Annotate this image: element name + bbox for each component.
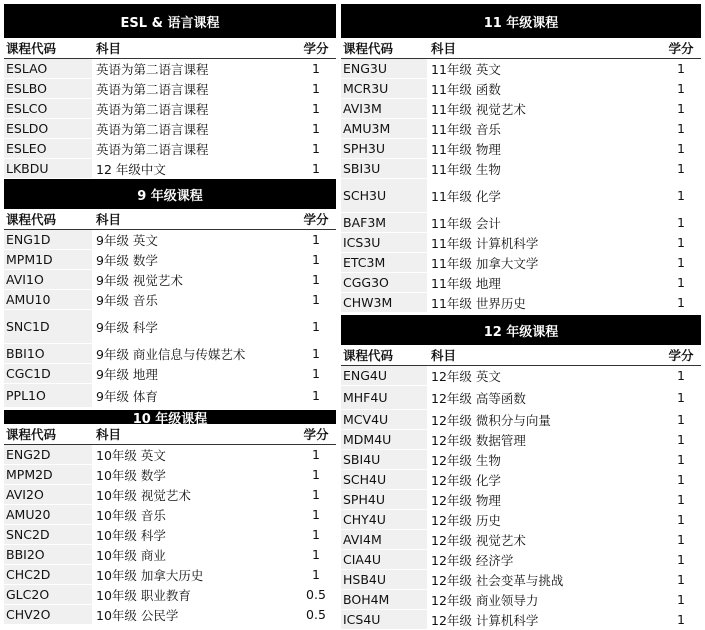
course-credit: 1 <box>677 512 685 527</box>
course-credit: 1 <box>677 101 685 116</box>
table-row <box>341 590 701 610</box>
table-row <box>341 610 701 630</box>
rows-esl <box>4 59 336 179</box>
course-code: MHF4U <box>341 386 427 409</box>
table-row <box>341 159 701 179</box>
course-code: CHC2D <box>4 565 92 584</box>
table-row <box>341 570 701 590</box>
course-code: GLC2O <box>4 585 92 604</box>
course-code: SCH3U <box>341 179 427 212</box>
course-subject: 9年级 地理 <box>96 366 158 382</box>
table-row <box>4 59 336 79</box>
course-subject: 英语为第二语言课程 <box>96 141 209 157</box>
header-code: 课程代码 <box>6 41 57 56</box>
course-credit: 1 <box>312 388 320 403</box>
course-code: LKBDU <box>4 159 92 178</box>
course-credit: 1 <box>312 292 320 307</box>
course-code: MDM4U <box>341 430 427 449</box>
course-subject: 12年级 生物 <box>431 452 501 468</box>
table-row <box>341 233 701 253</box>
course-subject: 12年级 社会变革与挑战 <box>431 572 564 588</box>
header-credit: 学分 <box>303 212 329 227</box>
course-code: AVI3M <box>341 99 427 118</box>
course-subject: 10年级 视觉艺术 <box>96 487 191 503</box>
course-code: ETC3M <box>341 253 427 272</box>
course-code: MPM2D <box>4 465 92 484</box>
course-credit: 1 <box>677 255 685 270</box>
table-row <box>341 79 701 99</box>
course-code: ENG4U <box>341 366 427 385</box>
course-credit: 1 <box>312 567 320 582</box>
rows-g10 <box>4 445 336 625</box>
course-subject: 11年级 函数 <box>431 81 501 97</box>
course-credit: 1 <box>677 572 685 587</box>
course-code: BOH4M <box>341 590 427 609</box>
course-subject: 9年级 数学 <box>96 252 158 268</box>
course-subject: 10年级 加拿大历史 <box>96 567 204 583</box>
course-subject: 11年级 生物 <box>431 161 501 177</box>
course-subject: 10年级 商业 <box>96 547 166 563</box>
course-credit: 1 <box>312 232 320 247</box>
table-row <box>4 505 336 525</box>
section-title-g11: 11 年级课程 <box>341 4 701 38</box>
course-subject: 9年级 英文 <box>96 232 158 248</box>
table-row <box>4 384 336 408</box>
course-code: SBI3U <box>341 159 427 178</box>
course-code: CHY4U <box>341 510 427 529</box>
table-row <box>341 470 701 490</box>
course-subject: 12年级 英文 <box>431 368 501 384</box>
section-title-esl: ESL & 语言课程 <box>4 4 336 38</box>
table-row <box>341 386 701 410</box>
header-subject: 科目 <box>431 348 457 363</box>
course-subject: 11年级 世界历史 <box>431 295 526 311</box>
course-subject: 12年级 高等函数 <box>431 390 526 406</box>
course-code: AVI1O <box>4 270 92 289</box>
table-row <box>4 99 336 119</box>
course-code: ENG1D <box>4 230 92 249</box>
course-code: ESLCO <box>4 99 92 118</box>
course-credit: 1 <box>312 547 320 562</box>
table-row <box>4 270 336 290</box>
course-credit: 0.5 <box>306 587 326 602</box>
course-subject: 9年级 音乐 <box>96 292 158 308</box>
course-credit: 0.5 <box>306 607 326 622</box>
header-code: 课程代码 <box>6 212 57 227</box>
course-code: CIA4U <box>341 550 427 569</box>
course-credit: 1 <box>312 467 320 482</box>
rows-g11 <box>341 59 701 313</box>
course-subject: 9年级 视觉艺术 <box>96 272 183 288</box>
course-credit: 1 <box>677 452 685 467</box>
course-credit: 1 <box>312 121 320 136</box>
course-credit: 1 <box>312 101 320 116</box>
rows-g12 <box>341 366 701 630</box>
course-subject: 11年级 地理 <box>431 275 501 291</box>
table-row <box>4 605 336 625</box>
course-subject: 12年级 物理 <box>431 492 501 508</box>
table-row <box>341 366 701 386</box>
header-credit: 学分 <box>303 427 329 442</box>
course-code: ESLAO <box>4 59 92 78</box>
section-title-g10: 10 年级课程 <box>4 410 336 424</box>
table-row <box>4 445 336 465</box>
table-row <box>4 465 336 485</box>
course-code: ICS4U <box>341 610 427 629</box>
course-code: MCR3U <box>341 79 427 98</box>
course-credit: 1 <box>312 319 320 334</box>
course-subject: 10年级 音乐 <box>96 507 166 523</box>
table-row <box>341 99 701 119</box>
course-subject: 12年级 经济学 <box>431 552 514 568</box>
course-code: ESLDO <box>4 119 92 138</box>
header-credit: 学分 <box>668 41 694 56</box>
table-row <box>341 410 701 430</box>
course-credit: 1 <box>677 215 685 230</box>
table-row <box>4 79 336 99</box>
course-code: SPH4U <box>341 490 427 509</box>
course-credit: 1 <box>677 141 685 156</box>
course-subject: 12年级 微积分与向量 <box>431 412 551 428</box>
course-code: MPM1D <box>4 250 92 269</box>
course-code: HSB4U <box>341 570 427 589</box>
course-credit: 1 <box>312 507 320 522</box>
course-credit: 1 <box>677 412 685 427</box>
course-credit: 1 <box>312 141 320 156</box>
header-code: 课程代码 <box>343 41 394 56</box>
course-subject: 英语为第二语言课程 <box>96 101 209 117</box>
course-code: SNC2D <box>4 525 92 544</box>
table-row <box>4 139 336 159</box>
table-row <box>341 213 701 233</box>
table-row <box>4 310 336 344</box>
course-subject: 11年级 加拿大文学 <box>431 255 539 271</box>
course-subject: 11年级 物理 <box>431 141 501 157</box>
course-subject: 11年级 英文 <box>431 61 501 77</box>
header-subject: 科目 <box>96 41 122 56</box>
header-subject: 科目 <box>431 41 457 56</box>
table-row <box>4 159 336 179</box>
table-row <box>341 510 701 530</box>
course-credit: 1 <box>677 492 685 507</box>
course-credit: 1 <box>312 447 320 462</box>
course-code: CGC1D <box>4 364 92 383</box>
course-subject: 11年级 会计 <box>431 215 501 231</box>
section-title-g9: 9 年级课程 <box>4 179 336 209</box>
course-code: AMU20 <box>4 505 92 524</box>
table-row <box>341 179 701 213</box>
course-credit: 1 <box>677 432 685 447</box>
course-subject: 12年级 化学 <box>431 472 501 488</box>
table-row <box>341 119 701 139</box>
course-credit: 1 <box>312 272 320 287</box>
course-subject: 11年级 化学 <box>431 188 501 204</box>
table-row <box>341 59 701 79</box>
course-subject: 9年级 商业信息与传媒艺术 <box>96 346 246 362</box>
header-credit: 学分 <box>303 41 329 56</box>
course-code: AVI4M <box>341 530 427 549</box>
course-subject: 10年级 科学 <box>96 527 166 543</box>
table-row <box>341 450 701 470</box>
course-code: AMU10 <box>4 290 92 309</box>
table-row <box>4 565 336 585</box>
course-subject: 12年级 计算机科学 <box>431 612 539 628</box>
header-subject: 科目 <box>96 427 122 442</box>
left-column <box>4 4 336 625</box>
course-credit: 1 <box>677 592 685 607</box>
course-credit: 1 <box>677 612 685 627</box>
table-header-g11 <box>341 38 701 59</box>
course-credit: 1 <box>312 252 320 267</box>
course-credit: 1 <box>677 532 685 547</box>
header-code: 课程代码 <box>343 348 394 363</box>
course-subject: 10年级 职业教育 <box>96 587 191 603</box>
course-credit: 1 <box>677 121 685 136</box>
course-code: SPH3U <box>341 139 427 158</box>
course-credit: 1 <box>312 161 320 176</box>
course-code: ICS3U <box>341 233 427 252</box>
course-code: SNC1D <box>4 310 92 343</box>
rows-g9 <box>4 230 336 408</box>
course-code: PPL1O <box>4 384 92 407</box>
course-credit: 1 <box>677 472 685 487</box>
header-credit: 学分 <box>668 348 694 363</box>
course-credit: 1 <box>677 368 685 383</box>
course-code: MCV4U <box>341 410 427 429</box>
table-row <box>341 293 701 313</box>
course-credit: 1 <box>677 390 685 405</box>
course-credit: 1 <box>312 527 320 542</box>
course-code: CHW3M <box>341 293 427 312</box>
course-credit: 1 <box>312 81 320 96</box>
header-subject: 科目 <box>96 212 122 227</box>
course-code: CGG3O <box>341 273 427 292</box>
course-code: ENG3U <box>341 59 427 78</box>
table-header-g12 <box>341 345 701 366</box>
table-row <box>341 530 701 550</box>
course-subject: 英语为第二语言课程 <box>96 121 209 137</box>
course-subject: 11年级 视觉艺术 <box>431 101 526 117</box>
course-subject: 10年级 公民学 <box>96 607 179 623</box>
header-code: 课程代码 <box>6 427 57 442</box>
course-credit: 1 <box>312 346 320 361</box>
table-row <box>341 139 701 159</box>
table-row <box>341 273 701 293</box>
course-credit: 1 <box>677 81 685 96</box>
course-subject: 11年级 音乐 <box>431 121 501 137</box>
course-subject: 12年级 历史 <box>431 512 501 528</box>
course-credit: 1 <box>677 295 685 310</box>
course-credit: 1 <box>677 235 685 250</box>
table-header-g10 <box>4 424 336 445</box>
course-credit: 1 <box>312 61 320 76</box>
course-code: CHV2O <box>4 605 92 624</box>
course-credit: 1 <box>677 161 685 176</box>
course-subject: 12年级 数据管理 <box>431 432 526 448</box>
course-code: ENG2D <box>4 445 92 464</box>
course-code: ESLEO <box>4 139 92 158</box>
table-row <box>4 525 336 545</box>
course-code: BAF3M <box>341 213 427 232</box>
course-code: SBI4U <box>341 450 427 469</box>
table-row <box>4 585 336 605</box>
course-credit: 1 <box>677 188 685 203</box>
course-subject: 12年级 商业领导力 <box>431 592 539 608</box>
course-code: ESLBO <box>4 79 92 98</box>
course-subject: 11年级 计算机科学 <box>431 235 539 251</box>
course-subject: 10年级 英文 <box>96 447 166 463</box>
right-column <box>341 4 701 630</box>
course-code: BBI1O <box>4 344 92 363</box>
course-subject: 10年级 数学 <box>96 467 166 483</box>
table-row <box>4 485 336 505</box>
table-row <box>4 119 336 139</box>
course-code: BBI2O <box>4 545 92 564</box>
course-subject: 英语为第二语言课程 <box>96 61 209 77</box>
table-row <box>4 545 336 565</box>
course-subject: 12 年级中文 <box>96 161 166 177</box>
course-subject: 9年级 体育 <box>96 388 158 404</box>
table-row <box>341 430 701 450</box>
course-subject: 英语为第二语言课程 <box>96 81 209 97</box>
course-credit: 1 <box>677 61 685 76</box>
course-credit: 1 <box>312 487 320 502</box>
course-credit: 1 <box>677 552 685 567</box>
table-header-esl <box>4 38 336 59</box>
table-row <box>341 253 701 273</box>
table-row <box>341 550 701 570</box>
course-credit: 1 <box>677 275 685 290</box>
table-row <box>341 490 701 510</box>
table-row <box>4 344 336 364</box>
course-subject: 12年级 视觉艺术 <box>431 532 526 548</box>
course-subject: 9年级 科学 <box>96 319 158 335</box>
table-header-g9 <box>4 209 336 230</box>
section-title-g12: 12 年级课程 <box>341 315 701 345</box>
course-code: SCH4U <box>341 470 427 489</box>
table-row <box>4 290 336 310</box>
course-code: AMU3M <box>341 119 427 138</box>
table-row <box>4 364 336 384</box>
course-credit: 1 <box>312 366 320 381</box>
table-row <box>4 250 336 270</box>
table-row <box>4 230 336 250</box>
course-code: AVI2O <box>4 485 92 504</box>
